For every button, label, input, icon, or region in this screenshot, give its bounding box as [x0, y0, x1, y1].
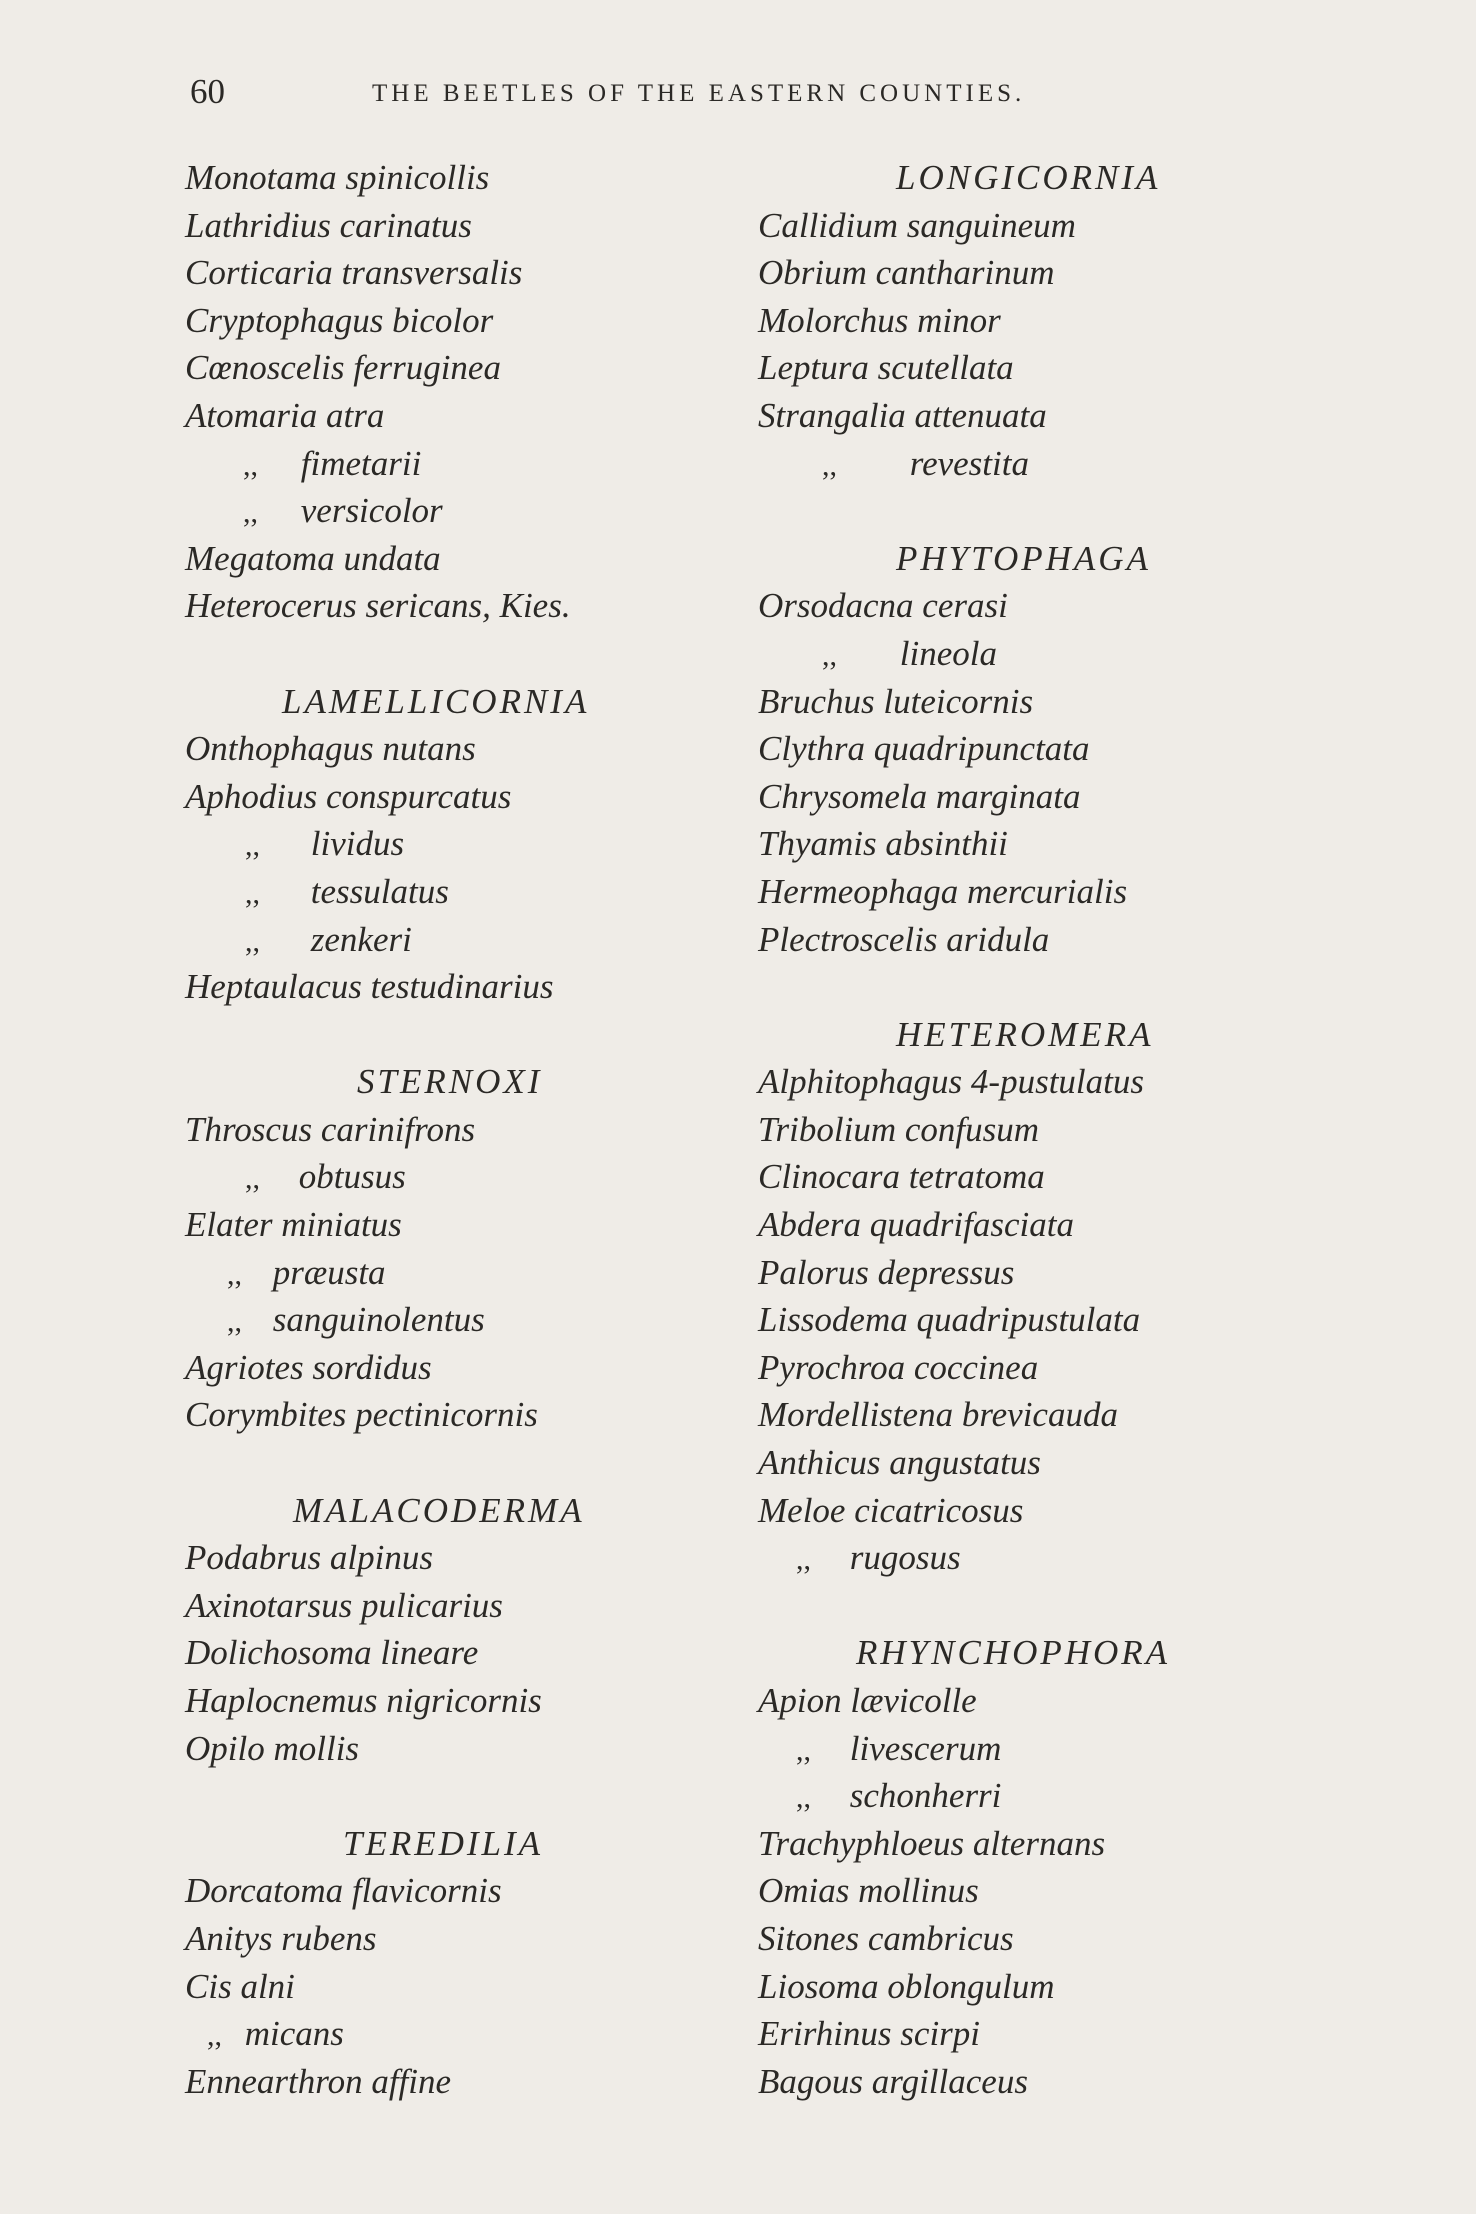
species-epithet: schonherri	[849, 1776, 1002, 1816]
species-entry: Anthicus angustatus	[758, 1443, 1041, 1483]
ditto-mark: ,,	[245, 924, 260, 958]
species-entry: Plectroscelis aridula	[758, 919, 1050, 959]
ditto-mark: ,,	[796, 1781, 811, 1815]
species-epithet: rugosus	[849, 1538, 961, 1578]
ditto-mark: ,,	[243, 496, 258, 530]
species-entry: Atomaria atra	[185, 395, 385, 435]
species-entry: Obrium cantharinum	[758, 253, 1055, 293]
species-entry-ditto	[185, 868, 745, 916]
section-title-heteromera: HETEROMERA	[896, 1014, 1154, 1054]
species-entry: Bruchus luteicornis	[758, 681, 1034, 721]
species-entry: Clinocara tetratoma	[758, 1157, 1045, 1197]
species-entry: Anitys rubens	[185, 1918, 377, 1958]
ditto-mark: ,,	[245, 876, 260, 910]
species-entry: Omias mollinus	[758, 1871, 979, 1911]
species-entry: Corymbites pectinicornis	[185, 1395, 538, 1435]
page-header	[190, 70, 1190, 114]
species-epithet: obtusus	[298, 1157, 406, 1197]
species-entry: Sitones cambricus	[758, 1918, 1014, 1958]
species-entry: Lathridius carinatus	[185, 205, 472, 245]
species-entry-ditto	[758, 1725, 1318, 1773]
species-entry: Throscus carinifrons	[185, 1109, 476, 1149]
species-entry: Dorcatoma flavicornis	[185, 1871, 502, 1911]
species-entry-ditto	[758, 630, 1318, 678]
species-entry: Strangalia attenuata	[758, 395, 1047, 435]
section-title-sternoxi: STERNOXI	[357, 1062, 543, 1102]
species-entry: Axinotarsus pulicarius	[185, 1585, 503, 1625]
species-epithet: lineola	[899, 633, 997, 673]
species-entry: Mordellistena brevicauda	[758, 1395, 1118, 1435]
species-epithet: zenkeri	[310, 919, 412, 959]
section-title-rhynchophora: RHYNCHOPHORA	[856, 1633, 1171, 1673]
species-entry: Dolichosoma lineare	[185, 1633, 479, 1673]
species-entry: Cœnoscelis ferruginea	[185, 348, 501, 388]
species-entry: Aphodius conspurcatus	[185, 776, 512, 816]
species-entry-ditto	[185, 1296, 745, 1344]
species-entry: Orsodacna cerasi	[758, 586, 1008, 626]
species-epithet: lividus	[310, 824, 405, 864]
right-column	[758, 154, 1318, 2105]
species-entry: Erirhinus scirpi	[758, 2014, 981, 2054]
section-title-malacoderma: MALACODERMA	[293, 1490, 585, 1530]
species-entry: Megatoma undata	[185, 538, 441, 578]
species-entry: Heptaulacus testudinarius	[185, 967, 554, 1007]
species-epithet: micans	[244, 2014, 344, 2054]
running-title: THE BEETLES OF THE EASTERN COUNTIES.	[372, 80, 1026, 107]
species-entry: Ennearthron affine	[185, 2061, 452, 2101]
species-entry: Clythra quadripunctata	[758, 729, 1090, 769]
species-entry: Abdera quadrifasciata	[758, 1205, 1074, 1245]
species-entry: Haplocnemus nigricornis	[185, 1681, 542, 1720]
species-epithet: tessulatus	[310, 871, 449, 911]
left-column	[185, 154, 745, 2105]
ditto-mark: ,,	[822, 638, 837, 672]
species-entry: Tribolium confusum	[758, 1109, 1040, 1149]
species-epithet: præusta	[272, 1252, 386, 1292]
species-entry: Molorchus minor	[758, 300, 1001, 340]
species-entry-ditto	[185, 440, 745, 488]
species-entry: Elater miniatus	[185, 1205, 402, 1245]
section-title-lamellicornia: LAMELLICORNIA	[282, 681, 590, 721]
species-entry: Alphitophagus 4-pustulatus	[758, 1062, 1144, 1102]
species-entry: Heterocerus sericans, Kies.	[185, 586, 571, 626]
section-title-longicornia: LONGICORNIA	[896, 158, 1161, 197]
species-entry-ditto	[185, 820, 745, 868]
species-entry: Leptura scutellata	[758, 348, 1014, 388]
species-entry-ditto	[185, 1249, 745, 1297]
species-entry: Opilo mollis	[185, 1728, 360, 1768]
page-number: 60	[190, 72, 225, 111]
species-entry: Palorus depressus	[758, 1252, 1015, 1292]
ditto-mark: ,,	[245, 1162, 260, 1196]
ditto-mark: ,,	[227, 1305, 242, 1339]
ditto-mark: ,,	[245, 829, 260, 863]
species-entry-ditto	[758, 1534, 1318, 1582]
species-entry: Bagous argillaceus	[758, 2061, 1028, 2101]
species-epithet: livescerum	[849, 1728, 1002, 1768]
species-entry: Trachyphloeus alternans	[758, 1823, 1106, 1863]
species-entry-ditto	[758, 1772, 1318, 1820]
ditto-mark: ,,	[243, 448, 258, 482]
ditto-mark: ,,	[796, 1733, 811, 1767]
species-entry-ditto	[185, 487, 745, 535]
ditto-mark: ,,	[796, 1543, 811, 1577]
species-entry-ditto	[185, 1153, 745, 1201]
section-title-phytophaga: PHYTOPHAGA	[896, 538, 1151, 578]
species-entry: Onthophagus nutans	[185, 729, 476, 769]
species-entry: Lissodema quadripustulata	[758, 1300, 1141, 1340]
ditto-mark: ,,	[822, 448, 837, 482]
section-title-teredilia: TEREDILIA	[343, 1823, 544, 1863]
species-entry: Chrysomela marginata	[758, 776, 1081, 816]
species-entry: Hermeophaga mercurialis	[758, 871, 1128, 911]
species-entry-ditto	[758, 440, 1318, 488]
species-epithet: revestita	[909, 443, 1029, 483]
species-entry: Podabrus alpinus	[185, 1538, 433, 1578]
species-entry-ditto	[185, 916, 745, 964]
species-entry: Pyrochroa coccinea	[758, 1347, 1039, 1387]
species-entry: Monotama spinicollis	[185, 158, 490, 197]
ditto-mark: ,,	[227, 1257, 242, 1291]
species-epithet: fimetarii	[300, 443, 422, 483]
species-entry: Cis alni	[185, 1966, 295, 2006]
species-epithet: sanguinolentus	[272, 1300, 485, 1340]
species-entry: Corticaria transversalis	[185, 253, 523, 293]
species-epithet: versicolor	[300, 491, 443, 531]
species-entry: Agriotes sordidus	[185, 1347, 432, 1387]
species-entry-ditto	[185, 2010, 745, 2058]
species-entry: Liosoma oblongulum	[758, 1966, 1055, 2006]
species-entry: Apion lævicolle	[758, 1681, 977, 1720]
species-entry: Thyamis absinthii	[758, 824, 1008, 864]
species-entry: Cryptophagus bicolor	[185, 300, 494, 340]
species-entry: Meloe cicatricosus	[758, 1490, 1024, 1530]
species-entry: Callidium sanguineum	[758, 205, 1076, 245]
ditto-mark: ,,	[207, 2019, 222, 2053]
